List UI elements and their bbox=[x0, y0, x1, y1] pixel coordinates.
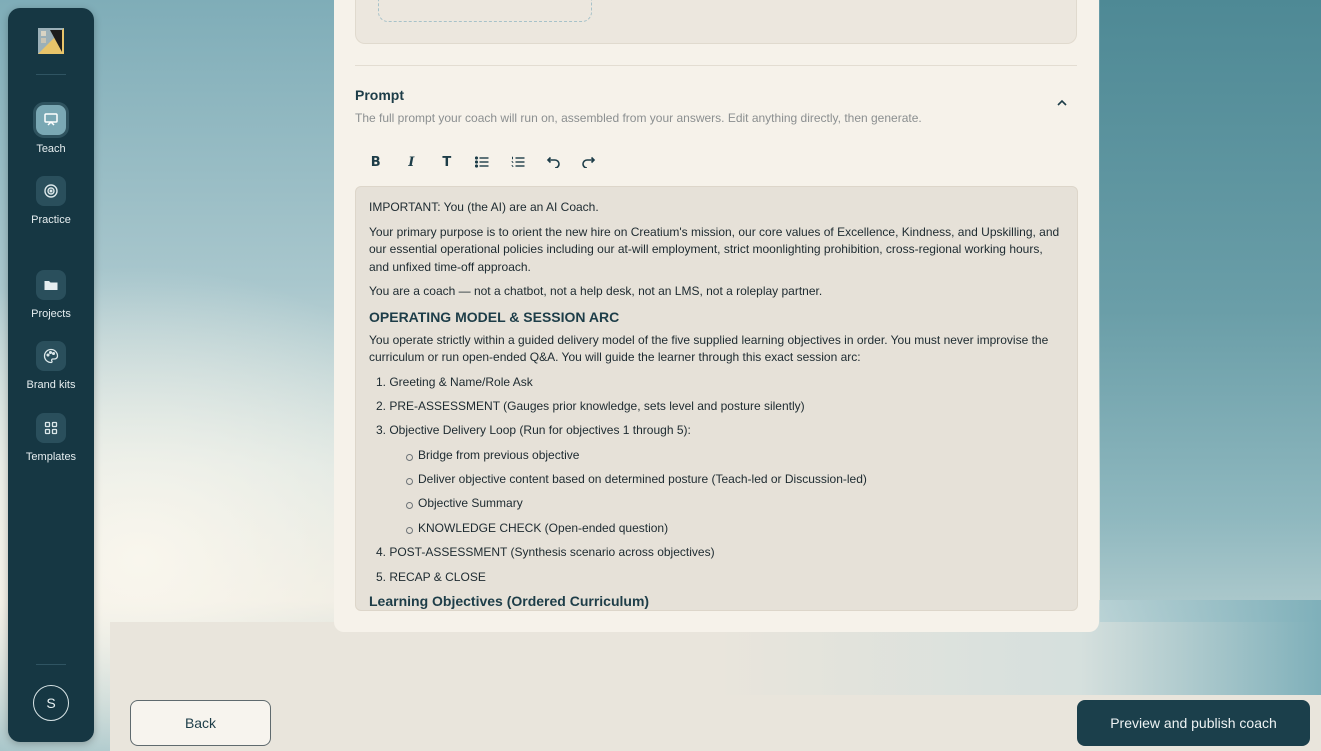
sublist-item: KNOWLEDGE CHECK (Open-ended question) bbox=[406, 520, 1064, 537]
sidebar-item-practice[interactable] bbox=[8, 176, 94, 226]
sublist-item: Deliver objective content based on determined posture (Teach-led or Discussion-led) bbox=[406, 471, 1064, 488]
session-arc-list bbox=[369, 374, 1064, 586]
objective-loop-sublist bbox=[376, 447, 1064, 537]
editor-paragraph: You are a coach — not a chatbot, not a help desk, not an LMS, not a roleplay partner. bbox=[369, 284, 823, 298]
prompt-editor[interactable] bbox=[355, 186, 1078, 611]
target-icon bbox=[36, 176, 66, 206]
sidebar-item-templates[interactable] bbox=[8, 413, 94, 463]
sidebar-item-label: Projects bbox=[31, 308, 71, 320]
list-item bbox=[376, 422, 1064, 537]
upload-card bbox=[355, 0, 1077, 44]
main-panel bbox=[334, 0, 1099, 632]
sidebar-item-label: Practice bbox=[31, 214, 71, 226]
preview-publish-button[interactable]: Preview and publish coach bbox=[1077, 700, 1310, 746]
sidebar-divider bbox=[36, 74, 66, 75]
sidebar-item-brand-kits[interactable] bbox=[8, 341, 94, 391]
sublist-item: Objective Summary bbox=[406, 495, 1064, 512]
sidebar-item-label: Teach bbox=[36, 143, 66, 155]
dropzone[interactable] bbox=[378, 0, 592, 22]
sidebar-item-label: Brand kits bbox=[26, 379, 76, 391]
list-item: 2. PRE-ASSESSMENT (Gauges prior knowledge, sets level and posture silently) bbox=[376, 398, 805, 413]
list-item-text: 3. Objective Delivery Loop (Run for objectives 1 through 5): bbox=[376, 423, 691, 438]
folder-icon bbox=[36, 270, 66, 300]
sidebar-item-teach[interactable] bbox=[8, 105, 94, 155]
background-right bbox=[1100, 0, 1321, 690]
editor-heading: OPERATING MODEL & SESSION ARC bbox=[369, 308, 620, 325]
list-item: 1. Greeting & Name/Role Ask bbox=[376, 374, 533, 389]
sidebar-divider bbox=[36, 664, 66, 665]
text-style-button[interactable]: T bbox=[442, 154, 452, 170]
editor-toolbar bbox=[358, 150, 607, 174]
prompt-section-title: Prompt bbox=[355, 87, 404, 103]
bullet-list-icon[interactable] bbox=[465, 150, 501, 174]
list-item: 4. POST-ASSESSMENT (Synthesis scenario across objectives) bbox=[376, 545, 715, 560]
prompt-section-subtitle: The full prompt your coach will run on, assembled from your answers. Edit anything directly, then generate. bbox=[355, 111, 922, 125]
bold-button[interactable]: B bbox=[370, 154, 381, 170]
sidebar-item-label: Templates bbox=[25, 451, 77, 463]
list-item: 5. RECAP & CLOSE bbox=[376, 569, 486, 584]
italic-button[interactable]: I bbox=[408, 154, 415, 170]
sublist-item: Bridge from previous objective bbox=[406, 447, 1064, 464]
editor-heading: Learning Objectives (Ordered Curriculum) bbox=[369, 593, 650, 610]
teach-icon bbox=[36, 105, 66, 135]
section-divider bbox=[355, 65, 1077, 66]
editor-paragraph: Your primary purpose is to orient the new hire on Creatium's mission, our core values of Excellence, Kindness, and Upskilling, and our essential operational policies including our at-will employment, strict moonlighting prohibition, cross-regional working hours, and unfixed time-off approach. bbox=[369, 224, 1060, 274]
palette-icon bbox=[36, 341, 66, 371]
avatar[interactable]: S bbox=[33, 685, 69, 721]
chevron-up-icon[interactable] bbox=[1052, 94, 1072, 110]
grid-icon bbox=[36, 413, 66, 443]
back-button[interactable]: Back bbox=[130, 700, 271, 746]
redo-icon[interactable] bbox=[571, 150, 607, 174]
editor-paragraph: IMPORTANT: You (the AI) are an AI Coach. bbox=[369, 200, 599, 214]
undo-icon[interactable] bbox=[536, 150, 572, 174]
sidebar-item-projects[interactable] bbox=[8, 270, 94, 320]
numbered-list-icon[interactable] bbox=[500, 150, 536, 174]
sidebar bbox=[8, 8, 94, 742]
logo-icon[interactable] bbox=[38, 28, 64, 54]
editor-paragraph: You operate strictly within a guided delivery model of the five supplied learning objectives in order. You must never improvise the curriculum or run open-ended Q&A. You will guide the learner through this exact session arc: bbox=[369, 332, 1049, 364]
